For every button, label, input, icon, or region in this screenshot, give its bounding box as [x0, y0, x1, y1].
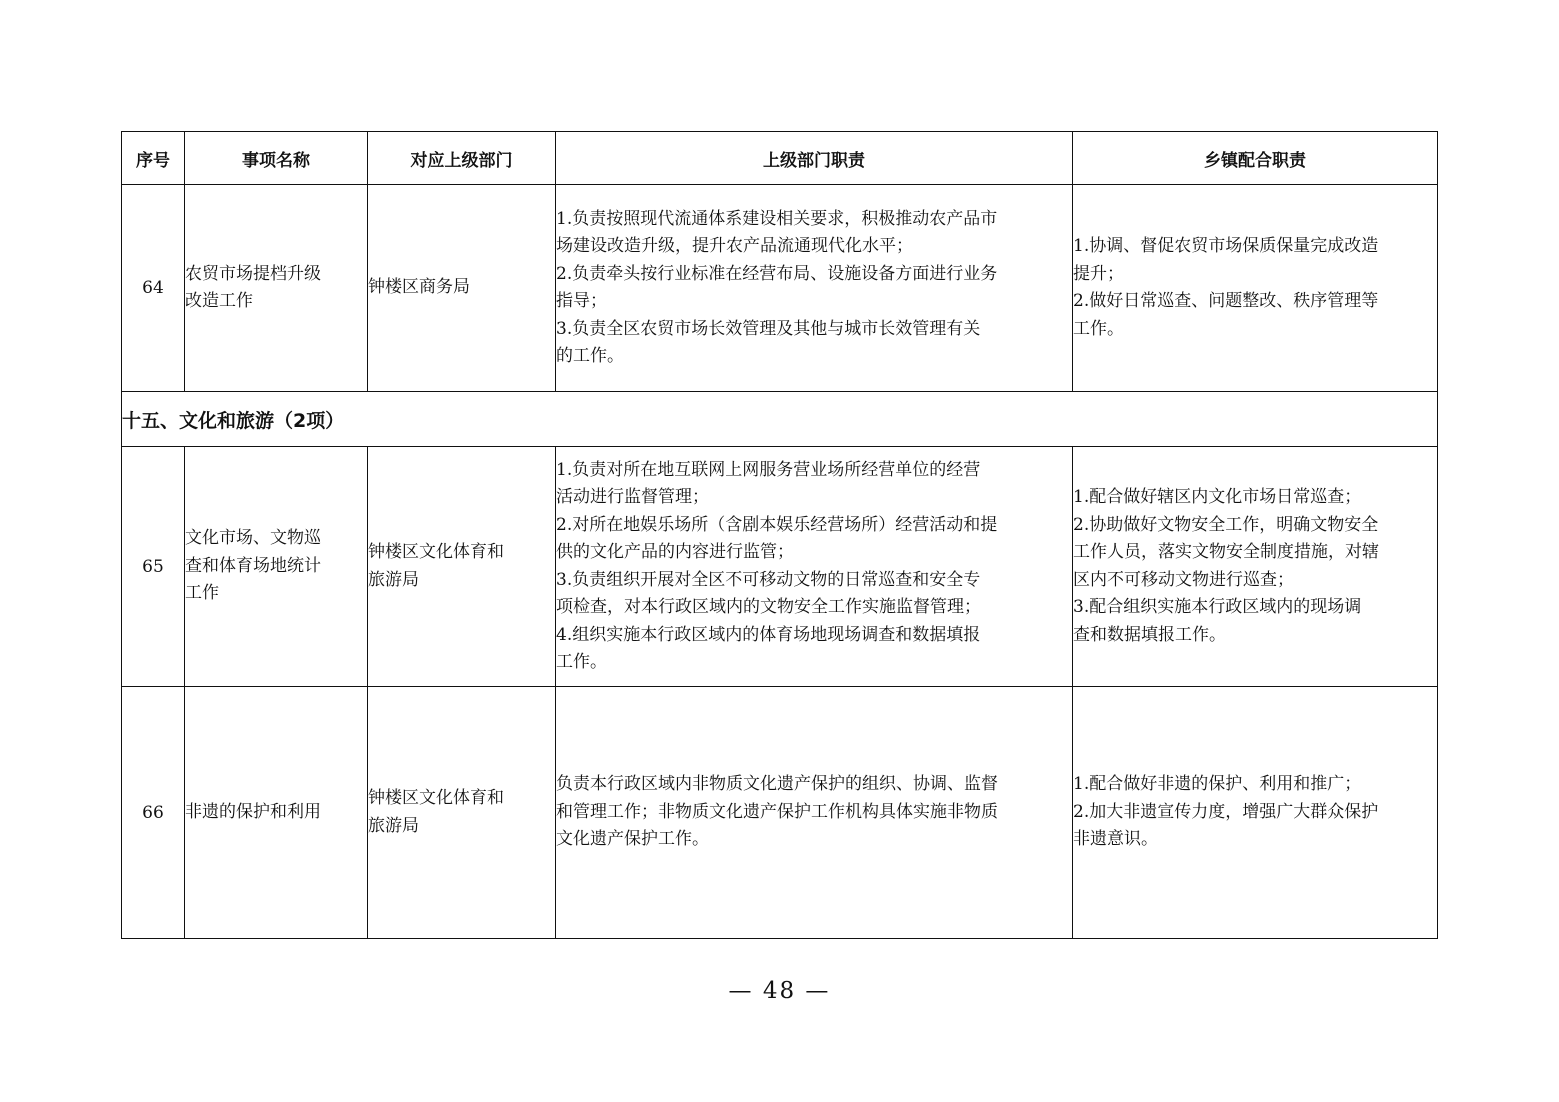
- superior-duty-line: 负责本行政区域内非物质文化遗产保护的组织、协调、监督: [556, 774, 998, 795]
- town-duty-line: 1.配合做好辖区内文化市场日常巡查；: [1073, 487, 1362, 507]
- row-index: 64: [122, 185, 185, 392]
- row-town-duties: [1073, 687, 1438, 939]
- superior-duty-line: 供的文化产品的内容进行监管；: [556, 542, 794, 562]
- table-row-66: [122, 687, 1438, 939]
- row-superior-duties: [556, 185, 1073, 392]
- town-duty-line: 工作人员，落实文物安全制度措施，对辖: [1073, 542, 1379, 562]
- table-row-65: [122, 447, 1438, 687]
- superior-duty-line: 3.负责全区农贸市场长效管理及其他与城市长效管理有关: [556, 318, 981, 339]
- row-department: [368, 447, 556, 687]
- town-duty-line: 工作。: [1073, 318, 1124, 339]
- row-superior-duties: [556, 447, 1073, 687]
- superior-duty-line: 指导；: [556, 291, 607, 311]
- row-item-name: [185, 447, 368, 687]
- row-town-duties: [1073, 185, 1438, 392]
- superior-duty-line: 1.负责对所在地互联网上网服务营业场所经营单位的经营: [556, 459, 981, 480]
- table-row-64: [122, 185, 1438, 392]
- row-department: [368, 687, 556, 939]
- town-duty-line: 查和数据填报工作。: [1073, 624, 1226, 645]
- row-department: [368, 185, 556, 392]
- header-department: 对应上级部门: [368, 132, 556, 185]
- item-name-line: 查和体育场地统计: [185, 555, 321, 576]
- superior-duty-line: 1.负责按照现代流通体系建设相关要求，积极推动农产品市: [556, 208, 998, 229]
- row-index: 66: [122, 687, 185, 939]
- town-duty-line: 2.做好日常巡查、问题整改、秩序管理等: [1073, 291, 1379, 311]
- superior-duty-line: 项检查，对本行政区域内的文物安全工作实施监督管理；: [556, 597, 981, 617]
- item-name-line: 农贸市场提档升级: [185, 263, 321, 284]
- superior-duty-line: 4.组织实施本行政区域内的体育场地现场调查和数据填报: [556, 624, 981, 645]
- item-name-line: 工作: [185, 583, 219, 604]
- town-duty-line: 区内不可移动文物进行巡查；: [1073, 569, 1294, 590]
- item-name-line: 改造工作: [185, 291, 253, 311]
- town-duty-line: 1.配合做好非遗的保护、利用和推广；: [1073, 774, 1362, 795]
- item-name-line: 文化市场、文物巡: [185, 528, 321, 549]
- item-name-line: 非遗的保护和利用: [185, 801, 321, 822]
- row-item-name: [185, 185, 368, 392]
- department-line: 钟楼区商务局: [368, 277, 470, 298]
- town-duty-line: 3.配合组织实施本行政区域内的现场调: [1073, 597, 1362, 617]
- header-superior-duties: 上级部门职责: [556, 132, 1073, 185]
- header-town-duties: 乡镇配合职责: [1073, 132, 1438, 185]
- row-item-name: [185, 687, 368, 939]
- row-superior-duties: [556, 687, 1073, 939]
- town-duty-line: 非遗意识。: [1073, 829, 1158, 850]
- row-index: 65: [122, 447, 185, 687]
- section-row: [122, 392, 1438, 447]
- row-town-duties: [1073, 447, 1438, 687]
- department-line: 旅游局: [368, 569, 419, 590]
- town-duty-line: 提升；: [1073, 263, 1124, 284]
- superior-duty-line: 2.负责牵头按行业标准在经营布局、设施设备方面进行业务: [556, 263, 998, 284]
- town-duty-line: 1.协调、督促农贸市场保质保量完成改造: [1073, 236, 1379, 256]
- department-line: 钟楼区文化体育和: [368, 542, 504, 562]
- superior-duty-line: 的工作。: [556, 346, 624, 366]
- duty-table: [121, 131, 1438, 939]
- town-duty-line: 2.协助做好文物安全工作，明确文物安全: [1073, 514, 1379, 535]
- superior-duty-line: 场建设改造升级，提升农产品流通现代化水平；: [556, 236, 913, 256]
- header-item-name: 事项名称: [185, 132, 368, 185]
- department-line: 旅游局: [368, 815, 419, 836]
- page-number: — 48 —: [728, 978, 831, 1004]
- superior-duty-line: 和管理工作；非物质文化遗产保护工作机构具体实施非物质: [556, 801, 998, 822]
- superior-duty-line: 3.负责组织开展对全区不可移动文物的日常巡查和安全专: [556, 569, 981, 590]
- superior-duty-line: 工作。: [556, 652, 607, 672]
- section-heading: 十五、文化和旅游（2项）: [122, 392, 1438, 447]
- superior-duty-line: 活动进行监督管理；: [556, 487, 709, 507]
- town-duty-line: 2.加大非遗宣传力度，增强广大群众保护: [1073, 801, 1379, 822]
- department-line: 钟楼区文化体育和: [368, 788, 504, 808]
- header-index: 序号: [122, 132, 185, 185]
- superior-duty-line: 文化遗产保护工作。: [556, 829, 709, 850]
- superior-duty-line: 2.对所在地娱乐场所（含剧本娱乐经营场所）经营活动和提: [556, 514, 998, 535]
- header-row: [122, 132, 1438, 185]
